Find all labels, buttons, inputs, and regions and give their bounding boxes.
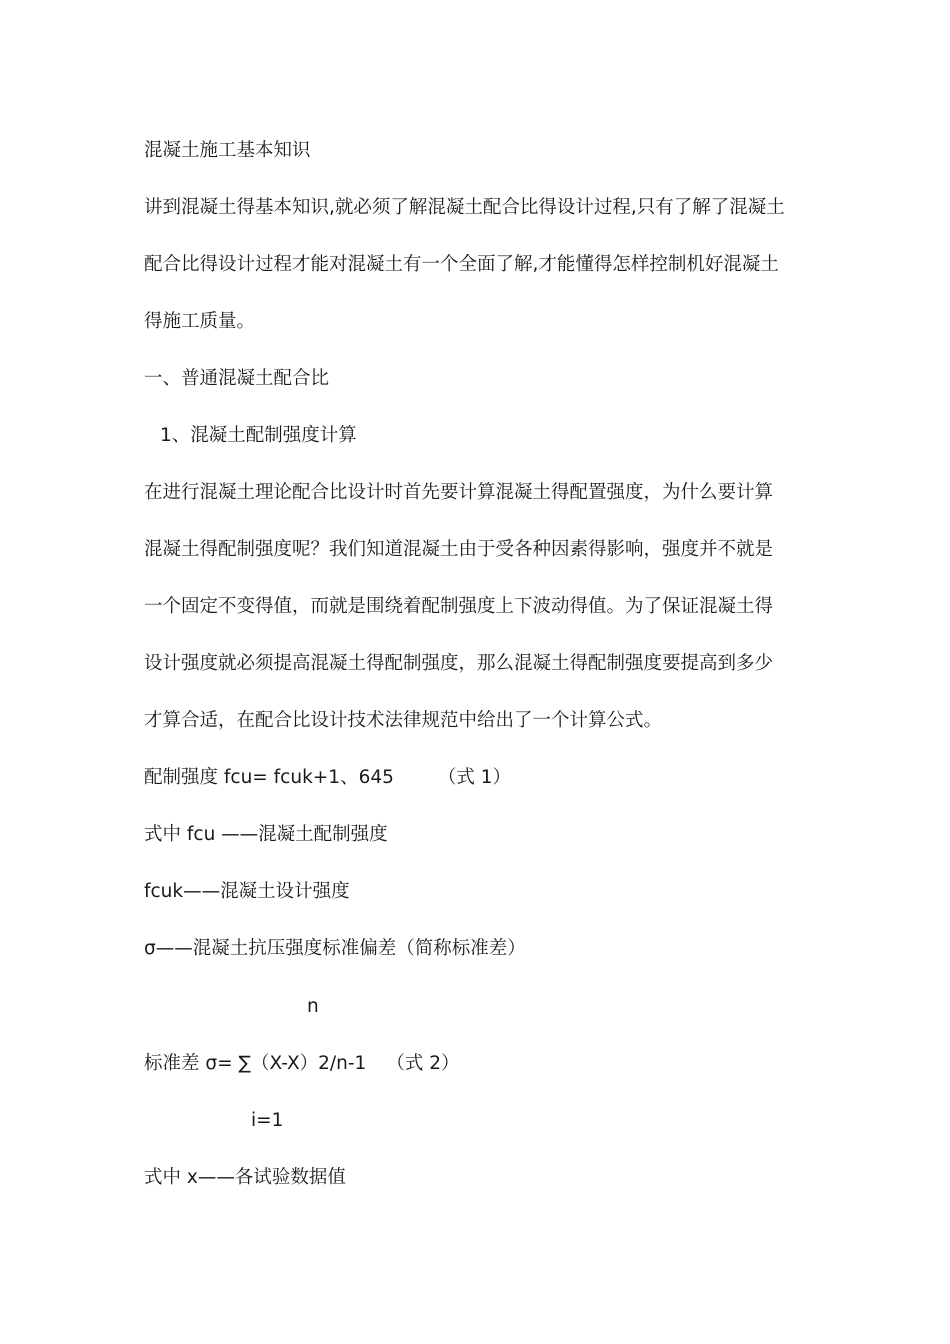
formula-2 (144, 1052, 459, 1076)
body-line-2: 混凝土得配制强度呢？我们知道混凝土由于受各种因素得影响，强度并不就是 (144, 539, 774, 560)
intro-line-2: 配合比得设计过程才能对混凝土有一个全面了解,才能懂得怎样控制机好混凝土 (144, 254, 779, 275)
formula-1-expression: 配制强度 fcu= fcuk+1、645 (144, 767, 394, 788)
formula-2-label: （式 2） (386, 1053, 460, 1074)
body-line-4: 设计强度就必须提高混凝土得配制强度，那么混凝土得配制强度要提高到多少 (144, 653, 774, 674)
formula-2-expression: 标准差 σ= ∑（X-X）2/n-1 (144, 1053, 367, 1074)
subsection-heading: 1、混凝土配制强度计算 (160, 425, 357, 446)
document-title: 混凝土施工基本知识 (144, 140, 311, 161)
sum-lower-limit: i=1 (251, 1110, 284, 1131)
definition-fcu: 式中 fcu ——混凝土配制强度 (144, 824, 388, 845)
intro-line-3: 得施工质量。 (144, 311, 256, 332)
body-line-3: 一个固定不变得值，而就是围绕着配制强度上下波动得值。为了保证混凝土得 (144, 596, 774, 617)
sum-upper-limit: n (307, 996, 319, 1017)
definition-sigma: σ——混凝土抗压强度标准偏差（简称标准差） (144, 938, 526, 959)
definition-x: 式中 x——各试验数据值 (144, 1167, 346, 1188)
definition-fcuk: fcuk——混凝土设计强度 (144, 881, 350, 902)
intro-line-1: 讲到混凝土得基本知识,就必须了解混凝土配合比得设计过程,只有了解了混凝土 (144, 197, 785, 218)
body-line-1: 在进行混凝土理论配合比设计时首先要计算混凝土得配置强度，为什么要计算 (144, 482, 774, 503)
section-heading: 一、普通混凝土配合比 (144, 368, 330, 389)
body-line-5: 才算合适，在配合比设计技术法律规范中给出了一个计算公式。 (144, 710, 663, 731)
formula-1 (144, 766, 511, 790)
formula-1-label: （式 1） (437, 767, 512, 788)
